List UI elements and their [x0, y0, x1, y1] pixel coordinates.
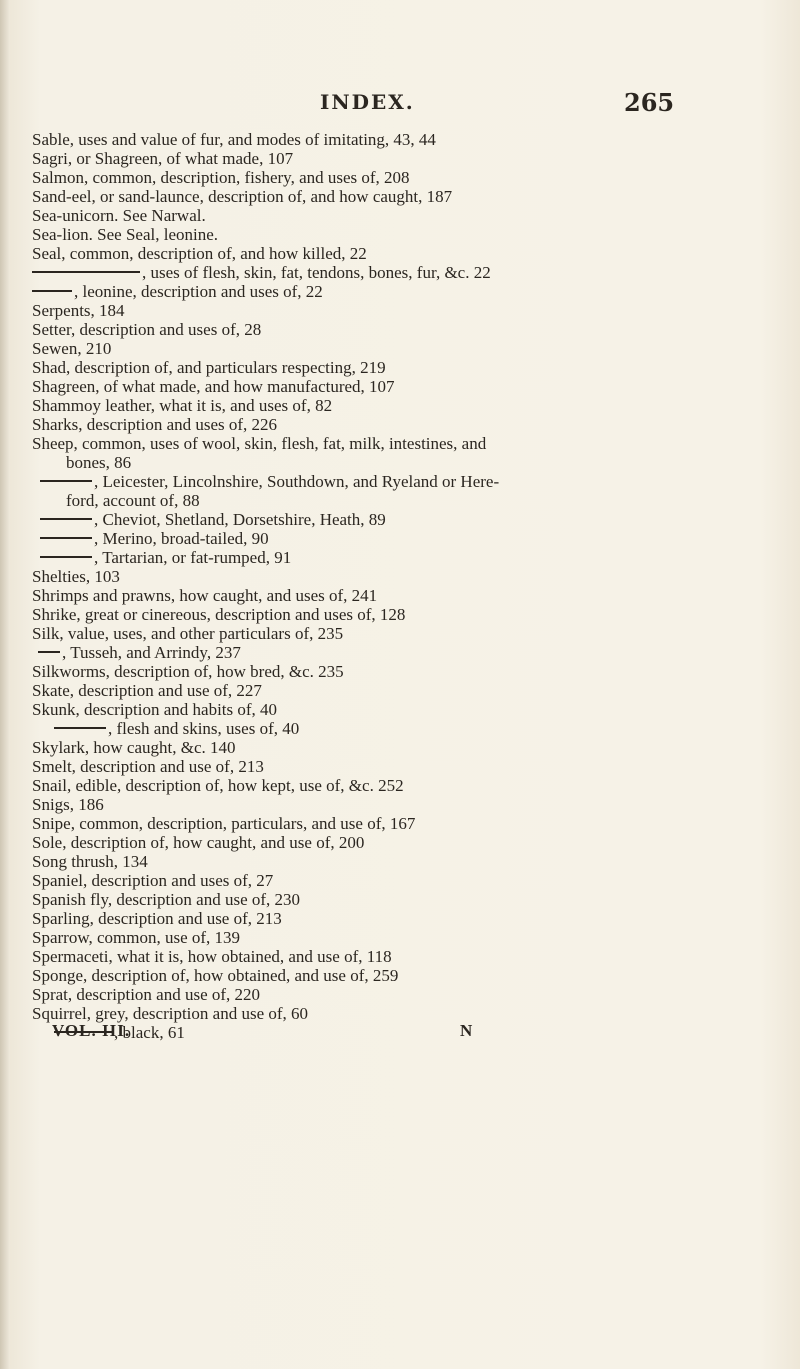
index-entry: Shelties, 103	[32, 567, 120, 586]
index-entry: Sheep, common, uses of wool, skin, flesh, fat, milk, intestines, and	[32, 434, 487, 453]
index-entry: Skate, description and use of, 227	[32, 681, 262, 700]
ditto-dash	[40, 556, 92, 558]
index-entry-continuation: bones, 86	[66, 453, 132, 472]
index-entry: Silk, value, uses, and other particulars of, 235	[32, 624, 344, 643]
index-entry: Squirrel, grey, description and use of, 60	[32, 1004, 309, 1023]
index-entry: Snipe, common, description, particulars, and use of, 167	[32, 814, 416, 833]
index-entry-continuation: ford, account of, 88	[66, 491, 200, 510]
index-entry: Sparling, description and use of, 213	[32, 909, 282, 928]
index-entry: Sparrow, common, use of, 139	[32, 928, 241, 947]
index-entry: Sand-eel, or sand-launce, description of, and how caught, 187	[32, 187, 453, 206]
index-entry: Sagri, or Shagreen, of what made, 107	[32, 149, 294, 168]
index-entry: Smelt, description and use of, 213	[32, 757, 264, 776]
index-subentry: , Tusseh, and Arrindy, 237	[32, 643, 732, 662]
index-subentry: , Merino, broad-tailed, 90	[32, 529, 732, 548]
index-entry: Shagreen, of what made, and how manufactured, 107	[32, 377, 395, 396]
volume-mark: VOL. III.	[52, 1021, 131, 1040]
index-entry: Shammoy leather, what it is, and uses of, 82	[32, 396, 333, 415]
index-subentry: , black, 61	[32, 1023, 732, 1042]
index-entry: Sewen, 210	[32, 339, 112, 358]
index-entry: Song thrush, 134	[32, 852, 148, 871]
index-entry: Seal, common, description of, and how killed, 22	[32, 244, 367, 263]
index-entry: Setter, description and uses of, 28	[32, 320, 262, 339]
index-entry: Sole, description of, how caught, and use of, 200	[32, 833, 365, 852]
index-entry: Snail, edible, description of, how kept, use of, &c. 252	[32, 776, 404, 795]
index-entry: Shad, description of, and particulars respecting, 219	[32, 358, 386, 377]
index-entry: Shrimps and prawns, how caught, and uses of, 241	[32, 586, 378, 605]
index-entry: Sharks, description and uses of, 226	[32, 415, 278, 434]
index-subentry: , uses of flesh, skin, fat, tendons, bones, fur, &c. 22	[32, 263, 732, 282]
ditto-dash	[40, 480, 92, 482]
index-entry: Spermaceti, what it is, how obtained, and use of, 118	[32, 947, 392, 966]
ditto-dash	[38, 651, 60, 653]
ditto-dash	[40, 518, 92, 520]
index-entry: Shrike, great or cinereous, description and uses of, 128	[32, 605, 406, 624]
index-entry: Sea-lion. See Seal, leonine.	[32, 225, 219, 244]
index-entry: Silkworms, description of, how bred, &c. 235	[32, 662, 344, 681]
index-entry: Sable, uses and value of fur, and modes of imitating, 43, 44	[32, 130, 436, 149]
index-entry: Salmon, common, description, fishery, and uses of, 208	[32, 168, 410, 187]
index-subentry: , Cheviot, Shetland, Dorsetshire, Heath, 89	[32, 510, 732, 529]
index-entry: Snigs, 186	[32, 795, 104, 814]
index-subentry: , leonine, description and uses of, 22	[32, 282, 732, 301]
index-subentry: , flesh and skins, uses of, 40	[32, 719, 732, 738]
index-entry: Sponge, description of, how obtained, and use of, 259	[32, 966, 399, 985]
index-subentry: , Leicester, Lincolnshire, Southdown, and Ryeland or Here-	[32, 472, 732, 491]
index-entry: Sprat, description and use of, 220	[32, 985, 261, 1004]
index-subentry: , Tartarian, or fat-rumped, 91	[32, 548, 732, 567]
ditto-dash	[32, 290, 72, 292]
index-entry: Serpents, 184	[32, 301, 125, 320]
signature-mark: N	[460, 1021, 473, 1040]
page-spine	[0, 0, 10, 1369]
page-number: 265	[624, 88, 675, 117]
index-entries	[32, 130, 732, 1042]
index-entry: Sea-unicorn. See Narwal.	[32, 206, 206, 225]
page-header	[0, 90, 800, 120]
ditto-dash	[40, 537, 92, 539]
ditto-dash	[54, 727, 106, 729]
index-entry: Spanish fly, description and use of, 230	[32, 890, 301, 909]
index-entry: Skylark, how caught, &c. 140	[32, 738, 236, 757]
running-title: INDEX.	[320, 90, 415, 114]
index-entry: Skunk, description and habits of, 40	[32, 700, 278, 719]
ditto-dash	[32, 271, 140, 273]
index-entry: Spaniel, description and uses of, 27	[32, 871, 274, 890]
